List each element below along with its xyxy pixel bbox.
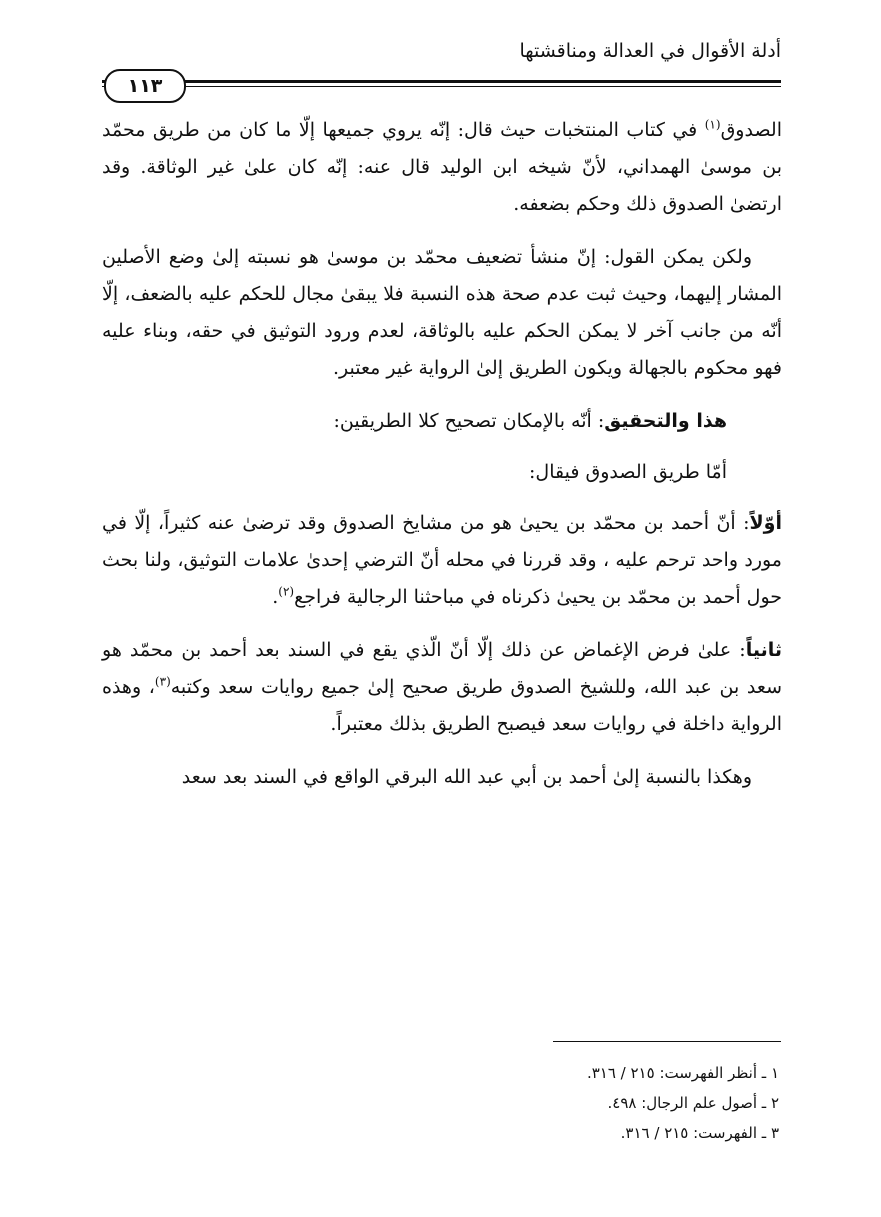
paragraph-lead: ثانياً xyxy=(745,639,782,661)
paragraph-text: في كتاب المنتخبات حيث قال: إنّه يروي جميعها إلّا ما كان من طريق محمّد بن موسىٰ الهمداني، لأنّ شيخه ابن الوليد قال عنه: إنّه كان علىٰ غير الوثاقة. وقد ارتضىٰ الصدوق ذلك وحكم بضعفه. xyxy=(102,119,782,215)
body-text xyxy=(102,112,782,812)
footnote-ref-3[interactable]: (٣) xyxy=(154,674,171,689)
footnote-3: ٣ ـ الفهرست: ٢١٥ / ٣١٦. xyxy=(620,1124,779,1142)
paragraph-text: : أنّ أحمد بن محمّد بن يحيىٰ هو من مشايخ الصدوق وقد ترضىٰ عنه كثيراً، إلّا في مورد واحد ترحم عليه ، وقد قررنا في محله أنّ الترضي إحدىٰ علامات التوثيق، ولنا بحث حول أحمد بن محمّد بن يحيىٰ ذكرناه في مباحثنا الرجالية فراجع xyxy=(102,512,782,608)
header-rule-thin xyxy=(102,86,781,87)
paragraph-6 xyxy=(102,632,782,743)
header-rule xyxy=(102,80,781,83)
paragraph-2: ولكن يمكن القول: إنّ منشأ تضعيف محمّد بن موسىٰ هو نسبته إلىٰ وضع الأصلين المشار إليهما، وحيث ثبت عدم صحة هذه النسبة فلا يبقىٰ مجال للحكم عليه بالضعف، إلّا أنّه من جانب آخر لا يمكن الحكم عليه بالوثاقة، لعدم ورود التوثيق في حقه، وبناء عليه فهو محكوم بالجهالة ويكون الطريق إلىٰ الرواية غير معتبر. xyxy=(102,246,782,379)
footnote-ref-2[interactable]: (٢) xyxy=(278,584,295,599)
paragraph-lead: هذا والتحقيق xyxy=(604,410,727,432)
footnote-ref-1[interactable]: (١) xyxy=(704,117,721,132)
paragraph-text: الصدوق xyxy=(720,119,782,141)
paragraph-7: وهكذا بالنسبة إلىٰ أحمد بن أبي عبد الله البرقي الواقع في السند بعد سعد xyxy=(181,766,752,788)
paragraph-text: : علىٰ فرض الإغماض عن ذلك إلّا أنّ الّذي يقع في السند بعد أحمد بن محمّد هو سعد بن عبد الله، وللشيخ الصدوق طريق صحيح إلىٰ جميع روايات سعد وكتبه xyxy=(102,639,782,698)
footnotes xyxy=(279,1058,779,1148)
footnote-2: ٢ ـ أصول علم الرجال: ٤٩٨. xyxy=(607,1094,779,1112)
paragraph-5 xyxy=(102,505,782,616)
paragraph-text: ، وهذه الرواية داخلة في روايات سعد فيصبح الطريق بذلك معتبراً. xyxy=(102,676,782,735)
paragraph-text: : أنّه بالإمكان تصحيح كلا الطريقين: xyxy=(333,410,605,432)
paragraph-3 xyxy=(102,403,782,440)
page-number: ١١٣ xyxy=(104,69,186,103)
paragraph-text: . xyxy=(272,586,279,608)
running-title: أدلة الأقوال في العدالة ومناقشتها xyxy=(519,40,781,62)
paragraph-4: أمّا طريق الصدوق فيقال: xyxy=(529,461,727,483)
paragraph-lead: أوّلاً xyxy=(749,512,782,534)
footnote-separator xyxy=(553,1041,781,1042)
paragraph-1 xyxy=(102,112,782,223)
footnote-1: ١ ـ أنظر الفهرست: ٢١٥ / ٣١٦. xyxy=(586,1064,779,1082)
